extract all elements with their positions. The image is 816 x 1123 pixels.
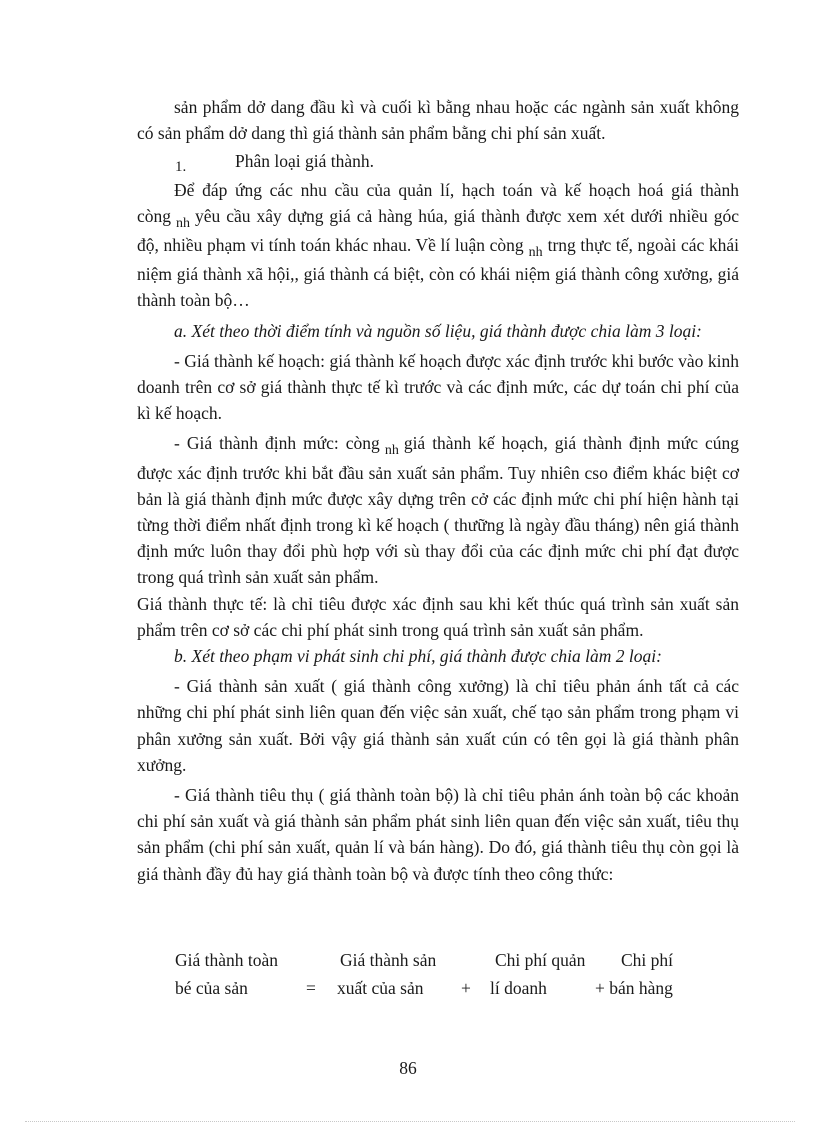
nh-fragment: nh — [384, 443, 399, 459]
formula-management-cost-line1: Chi phí quản — [495, 950, 586, 970]
cost-formula — [175, 946, 715, 1006]
page-bottom-divider — [25, 1121, 795, 1122]
body-text — [137, 94, 739, 887]
formula-selling-cost-line2: + bán hàng — [595, 978, 673, 998]
formula-total-cost-line2: bé của sản — [175, 978, 248, 998]
formula-management-cost-line2: lí doanh — [490, 978, 547, 998]
formula-production-cost-line2: xuất của sản — [337, 978, 424, 998]
paragraph-overview — [137, 177, 739, 314]
formula-production-cost-line1: Giá thành sản — [340, 950, 437, 970]
paragraph-intro: sản phẩm dở dang đầu kì và cuối kì bằng nhau hoặc các ngành sản xuất không có sản phẩm dở dang thì giá thành sản phẩm bằng chi phí sản xuất. — [137, 97, 739, 144]
page-number: 86 — [399, 1058, 417, 1078]
consumption-cost-paragraph: - Giá thành tiêu thụ ( giá thành toàn bộ) là chỉ tiêu phản ánh toàn bộ các khoản chi phí sản xuất và giá thành sản phẩm phát sinh liên quan đến việc sản xuất, tiêu thụ sản phẩm (chi phí sản xuất, quản lí và bán hàng). Do đó, giá thành tiêu thụ còn gọi là giá thành đầy đủ hay giá thành toàn bộ và được tính theo công thức: — [137, 785, 739, 884]
nh-fragment: nh — [528, 245, 543, 261]
standard-cost-paragraph — [137, 430, 739, 590]
nh-fragment: nh — [176, 215, 191, 231]
overview-part-2: yêu cầu xây dựng giá cả hàng húa, giá thành được xem xét dưới nhiều góc độ, nhiều phạm vi tính toán khác nhau. Về lí luận còng — [137, 205, 739, 256]
overview-part-3: trng thực tế, ngoài các khái niệm giá thành xã hội,, giá thành cá biệt, còn có khái niệm giá thành công xưởng, giá thành toàn bộ… — [137, 235, 739, 311]
formula-equals-sign: = — [306, 978, 316, 998]
subsection-a-heading: a. Xét theo thời điểm tính và nguồn số liệu, giá thành được chia làm 3 loại: — [174, 320, 702, 341]
actual-cost-paragraph: Giá thành thực tế: là chỉ tiêu được xác định sau khi kết thúc quá trình sản xuất sản phẩm trên cơ sở các chi phí phát sinh trong quá trình sản xuất sản phẩm. — [137, 593, 739, 640]
formula-plus-sign: + — [461, 978, 471, 998]
subsection-b-heading: b. Xét theo phạm vi phát sinh chi phí, giá thành được chia làm 2 loại: — [174, 646, 662, 667]
standard-cost-part-2: giá thành kế hoạch, giá thành định mức cúng được xác định trước khi bắt đầu sản xuất sản phẩm. Tuy nhiên cso điểm khác biệt cơ bản là giá thành định mức được xây dựng trên cở các định mức chi phí hiện hành tại từng thời điểm nhất định trong kì kế hoạch ( thưững là ngày đầu tháng) nên giá thành định mức luôn thay đổi phù hợp với sù thay đổi của các định mức chi phí đạt được trong quá trình sản xuất sản phẩm. — [137, 433, 739, 588]
section-number: 1. — [175, 159, 187, 176]
formula-selling-cost-line1: Chi phí — [621, 950, 674, 970]
standard-cost-part-1: - Giá thành định mức: còng — [174, 433, 380, 454]
overview-part-1: Để đáp ứng các nhu cầu của quản lí, hạch toán và kế hoạch hoá giá thành còng — [137, 179, 739, 226]
section-heading — [137, 148, 739, 176]
formula-total-cost-line1: Giá thành toàn — [175, 950, 279, 970]
section-title: Phân loại giá thành. — [235, 151, 375, 172]
planned-cost-paragraph: - Giá thành kế hoạch: giá thành kế hoạch được xác định trước khi bước vào kinh doanh trên cơ sở giá thành thực tế kì trước và các định mức, các dự toán chi phí của kì kế hoạch. — [137, 350, 739, 424]
production-cost-paragraph: - Giá thành sản xuất ( giá thành công xưởng) là chỉ tiêu phản ánh tất cả các những chi phí phát sinh liên quan đến việc sản xuất, chế tạo sản phẩm trong phạm vi phân xưởng sản xuất. Bởi vậy giá thành sản xuất cún có tên gọi là giá thành phân xưởng. — [137, 676, 739, 775]
